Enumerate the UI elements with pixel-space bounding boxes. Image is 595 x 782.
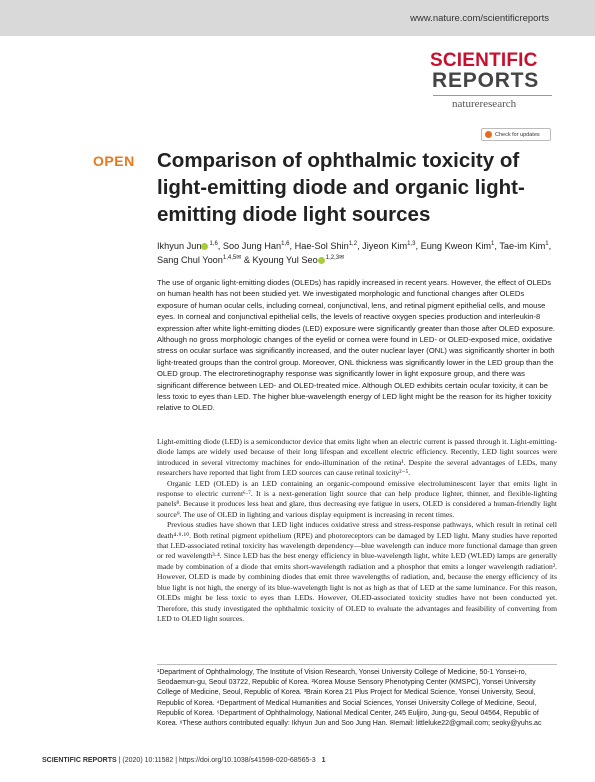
logo-divider <box>433 95 552 96</box>
page-footer <box>42 757 325 764</box>
author-separator: , <box>217 241 223 251</box>
journal-logo-line1: SCIENTIFIC <box>430 50 538 71</box>
author-name[interactable] <box>421 241 495 251</box>
author-name-text: Kyoung Yul Seo <box>252 254 318 265</box>
footer-doi-link[interactable]: | https://doi.org/10.1038/s41598-020-68565-3 <box>175 757 316 764</box>
author-affiliation-sup: 1,6 <box>209 240 218 247</box>
author-name[interactable] <box>499 241 548 251</box>
body-paragraph: Organic LED (OLED) is an LED containing an organic-compound emissive electroluminescent layer that emits light in response to electric current⁶·⁷. It is a next-generation light source that can help produce lighter, thinner, and flexible-lighting panels⁸. Because it produces less heat and glare, thus decreasing eye fatigue in users, OLED is considered a human-friendly light source⁹. The use of OLED in lighting and various display equipment is increasing in recent times. <box>157 478 557 519</box>
author-list <box>157 240 557 267</box>
author-name[interactable] <box>157 241 218 251</box>
author-affiliation-sup: 1 <box>491 240 495 247</box>
check-for-updates-label: Check for updates <box>495 131 540 138</box>
publisher-name: natureresearch <box>452 98 517 110</box>
update-badge-icon <box>485 131 492 138</box>
article-body <box>157 437 557 624</box>
author-name-text: Sang Chul Yoon <box>157 254 223 265</box>
author-affiliation-sup: 1,2,3✉ <box>325 254 345 261</box>
footer-citation: (2020) 10:11582 <box>122 757 174 764</box>
article-title: Comparison of ophthalmic toxicity of light-emitting diode and organic light-emitting diode light sources <box>157 149 525 226</box>
author-name[interactable] <box>223 241 290 251</box>
author-name-text: Soo Jung Han <box>222 241 282 251</box>
page-number: 1 <box>321 757 326 764</box>
author-separator: , <box>357 241 363 251</box>
abstract: The use of organic light-emitting diodes (OLEDs) has rapidly increased in recent years. However, the effect of OLEDs on human health has not been studied yet. We investigated morphologic and functional changes after OLEDs exposure of human ocular cells, including corneal, conjunctival, lens, and retinal pigment epithelial cells, and mouse eyes. In corneal and conjunctival epithelial cells, the levels of reactive oxygen species production and interleukin-8 expression after white light-emitting diodes (LED) exposure were significantly greater than those after OLED exposure. Although no gross morphologic changes of the eyelid or cornea were found in LED- or OLED-exposed mice, oxidative stress on ocular surface was significantly increased, and the outer nuclear layer (ONL) was significantly shorter in both light-treated groups than the control group. Moreover, ONL thickness was significantly lower in the LED group than the OLED group. The electroretinography response was significantly lower in light exposure group, and there was significant difference between LED- and OLED-treated mice. Although OLED exhibits certain ocular toxicity, it can be less toxic to eyes than LED. The higher blue-wavelength energy of LED light might be the reason for its higher toxicity relative to OLED. <box>157 278 556 413</box>
author-affiliation-sup: 1,2 <box>348 240 358 247</box>
footnote-divider <box>157 664 557 665</box>
author-affiliation-sup: 1 <box>545 240 549 247</box>
author-separator: & <box>241 254 253 265</box>
body-paragraph: Previous studies have shown that LED light induces oxidative stress and stress-response pathways, which result in retinal cell death⁴·⁹·¹⁰. Both retinal pigment epithelium (RPE) and photoreceptors can be damaged by LED light. Many studies have reported that LED-associated retinal toxicity has wavelength dependency—blue wavelength can induce more functional damage than green or red wavelength³·⁴. Since LED has the best energy efficiency in blue-wavelength light, white LED (WLED) lamps are generally made by combination of a diode that emits short-wavelength radiation and a phosphor that emits a longer wavelength radiation². However, OLED is made by combining diodes that emit three wavelengths of radiation, and, because the energy efficiency of its blue light is not high, the energy of its blue-wavelength light is not as high as that of LED at the same luminance. For this reason, OLEDs might be less toxic to eyes than LEDs. However, OLED-associated toxicity studies have not been conducted yet. Therefore, this study investigated the ophthalmic toxicity of OLED to evaluate the advantages and feasibility of converting from LED to OLED light sources. <box>157 520 557 623</box>
author-name[interactable] <box>295 241 357 251</box>
check-for-updates-button[interactable] <box>481 128 551 141</box>
affiliations: ¹Department of Ophthalmology, The Institute of Vision Research, Yonsei University College of Medicine, 50-1 Yonsei-ro, Seodaemun-gu, Seoul 03722, Republic of Korea. ²Korea Mouse Sensory Phenotyping Center (KMSPC), Yonsei University College of Medicine, Seoul, Republic of Korea. ³Brain Korea 21 Plus Project for Medical Science, Yonsei University, Seoul, Republic of Korea. ⁴Department of Medical Humanities and Social Sciences, Yonsei University College of Medicine, Seoul, Republic of Korea. ⁵Department of Ophthalmology, National Medical Center, 245 Euljiro, Jung-gu, Seoul 04564, Republic of Korea. ⁶These authors contributed equally: Ikhyun Jun and Soo Jung Han. ✉email: littleluke22@gmail.com; seoky@yuhs.ac <box>157 669 542 728</box>
footer-separator: | <box>118 757 121 764</box>
author-separator: , <box>494 241 500 251</box>
author-separator: , <box>548 241 552 251</box>
author-separator: , <box>289 241 295 251</box>
author-affiliation-sup: 1,3 <box>407 240 416 247</box>
author-name-text: Tae-im Kim <box>499 241 546 251</box>
author-affiliation-sup: 1,6 <box>281 240 290 247</box>
journal-logo-line2: REPORTS <box>432 69 540 92</box>
author-name-text: Eung Kweon Kim <box>420 241 492 251</box>
author-name-text: Ikhyun Jun <box>157 241 202 251</box>
journal-url-link[interactable]: www.nature.com/scientificreports <box>410 13 549 24</box>
author-name-text: Jiyeon Kim <box>362 241 408 251</box>
author-name-text: Hae-Sol Shin <box>294 241 349 251</box>
body-paragraph: Light-emitting diode (LED) is a semiconductor device that emits light when an electric current is passed through it. Light-emitting-diode lamps are widely used because of their long lifespan and excellent electric efficiency. Recently, LED light sources were introduced in several vitrectomy machines for endo-illumination of the retina¹. Despite the several advantages of LEDs, many researchers have reported that light from LED sources can cause retinal toxicity²⁻⁵. <box>157 437 557 478</box>
author-affiliation-sup: 1,4,5✉ <box>222 254 242 261</box>
author-separator: , <box>415 241 421 251</box>
author-name[interactable] <box>253 255 345 265</box>
footer-journal: SCIENTIFIC REPORTS <box>42 757 117 764</box>
open-access-label: OPEN <box>93 153 135 169</box>
orcid-icon[interactable] <box>201 243 208 250</box>
top-banner <box>0 0 595 36</box>
author-name[interactable] <box>362 241 415 251</box>
orcid-icon[interactable] <box>318 257 325 264</box>
author-name[interactable] <box>157 255 241 265</box>
